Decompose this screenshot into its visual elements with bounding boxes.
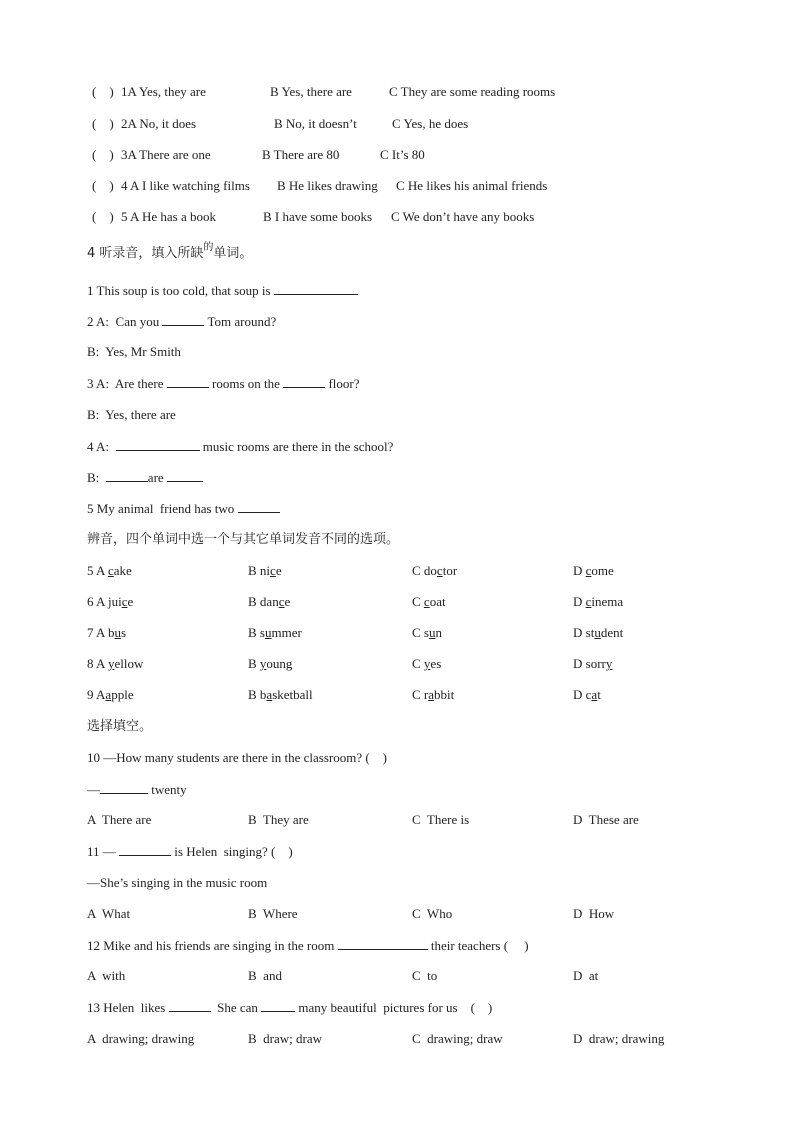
option-b: B He likes drawing bbox=[277, 178, 378, 193]
option-b: B Yes, there are bbox=[270, 84, 352, 99]
phonics-option-b: B young bbox=[248, 656, 293, 671]
option-b: B I have some books bbox=[263, 209, 373, 224]
phonics-option-d: D come bbox=[573, 563, 614, 578]
answer-parentheses: ( ) bbox=[92, 209, 114, 224]
phonics-option-a: 6 A juice bbox=[87, 594, 134, 609]
option-b: B No, it doesn’t bbox=[274, 116, 357, 131]
phonics-option-c: C doctor bbox=[412, 563, 458, 578]
choice-title: 选择填空。 bbox=[87, 719, 153, 734]
phonics-option-c: C sun bbox=[412, 625, 442, 640]
option-c: C It’s 80 bbox=[380, 147, 425, 162]
choice-question-10: 10 —How many students are there in the classroom? ( ) bbox=[87, 750, 388, 765]
fill-question-4a: 4 A: music rooms are there in the school? bbox=[87, 439, 394, 454]
phonics-option-d: D sorry bbox=[573, 656, 613, 671]
option-a: 2A No, it does bbox=[121, 116, 197, 131]
choice-option-a: A What bbox=[87, 906, 131, 921]
fill-question-3b: B: Yes, there are bbox=[87, 407, 176, 422]
option-b: B There are 80 bbox=[262, 147, 340, 162]
phonics-option-c: C coat bbox=[412, 594, 446, 609]
phonics-option-b: B nice bbox=[248, 563, 282, 578]
choice-option-d: D How bbox=[573, 906, 615, 921]
fill-question-4b: B: are bbox=[87, 469, 203, 486]
choice-question-11-answer: —She’s singing in the music room bbox=[87, 875, 268, 890]
option-c: C He likes his animal friends bbox=[396, 178, 548, 193]
choice-question-10-answer: — twenty bbox=[87, 782, 187, 797]
phonics-option-a: 7 A bus bbox=[87, 625, 127, 640]
fill-question-2a: 2 A: Can you Tom around? bbox=[87, 314, 277, 329]
fill-question-2b: B: Yes, Mr Smith bbox=[87, 344, 181, 359]
phonics-option-a: 5 A cake bbox=[87, 563, 132, 578]
choice-option-c: C drawing; draw bbox=[412, 1031, 503, 1046]
option-c: C We don’t have any books bbox=[391, 209, 535, 224]
phonics-option-c: C rabbit bbox=[412, 687, 455, 702]
option-a: 4 A I like watching films bbox=[121, 178, 250, 193]
phonics-option-b: B dance bbox=[248, 594, 291, 609]
choice-option-c: C Who bbox=[412, 906, 453, 921]
choice-option-b: B draw; draw bbox=[248, 1031, 323, 1046]
phonics-title: 辨音，四个单词中选一个与其它单词发音不同的选项。 bbox=[87, 532, 400, 547]
fill-question-3a: 3 A: Are there rooms on the floor? bbox=[87, 376, 360, 391]
choice-option-d: D These are bbox=[573, 812, 639, 827]
answer-parentheses: ( ) bbox=[92, 84, 114, 99]
answer-parentheses: ( ) bbox=[92, 116, 114, 131]
choice-option-b: B They are bbox=[248, 812, 309, 827]
phonics-option-d: D cinema bbox=[573, 594, 624, 609]
fill-question-5: 5 My animal friend has two bbox=[87, 500, 280, 517]
phonics-option-a: 8 A yellow bbox=[87, 656, 144, 671]
choice-option-a: A drawing; drawing bbox=[87, 1031, 195, 1046]
phonics-option-a: 9 Aapple bbox=[87, 687, 134, 702]
choice-option-d: D draw; drawing bbox=[573, 1031, 665, 1046]
section-4-title: 4 听录音，填入所缺$^的$单词。 bbox=[87, 242, 253, 261]
option-c: C Yes, he does bbox=[392, 116, 469, 131]
choice-option-c: C There is bbox=[412, 812, 470, 827]
choice-option-a: A There are bbox=[87, 812, 152, 827]
option-a: 5 A He has a book bbox=[121, 209, 216, 224]
phonics-option-d: D cat bbox=[573, 687, 601, 702]
choice-option-b: B and bbox=[248, 968, 282, 983]
option-a: 3A There are one bbox=[121, 147, 211, 162]
choice-option-d: D at bbox=[573, 968, 599, 983]
phonics-option-b: B summer bbox=[248, 625, 302, 640]
phonics-option-d: D student bbox=[573, 625, 624, 640]
option-a: 1A Yes, they are bbox=[121, 84, 206, 99]
choice-option-b: B Where bbox=[248, 906, 298, 921]
phonics-option-c: C yes bbox=[412, 656, 442, 671]
choice-question-13: 13 Helen likes She can many beautiful pictures for us ( ) bbox=[87, 1000, 493, 1015]
answer-parentheses: ( ) bbox=[92, 178, 114, 193]
option-c: C They are some reading rooms bbox=[389, 84, 556, 99]
choice-question-12: 12 Mike and his friends are singing in the room their teachers ( ) bbox=[87, 938, 529, 953]
fill-question-1: 1 This soup is too cold, that soup is bbox=[87, 282, 358, 299]
choice-option-c: C to bbox=[412, 968, 438, 983]
choice-option-a: A with bbox=[87, 968, 126, 983]
phonics-option-b: B basketball bbox=[248, 687, 313, 702]
choice-question-11: 11 — is Helen singing? ( ) bbox=[87, 844, 293, 859]
answer-parentheses: ( ) bbox=[92, 147, 114, 162]
